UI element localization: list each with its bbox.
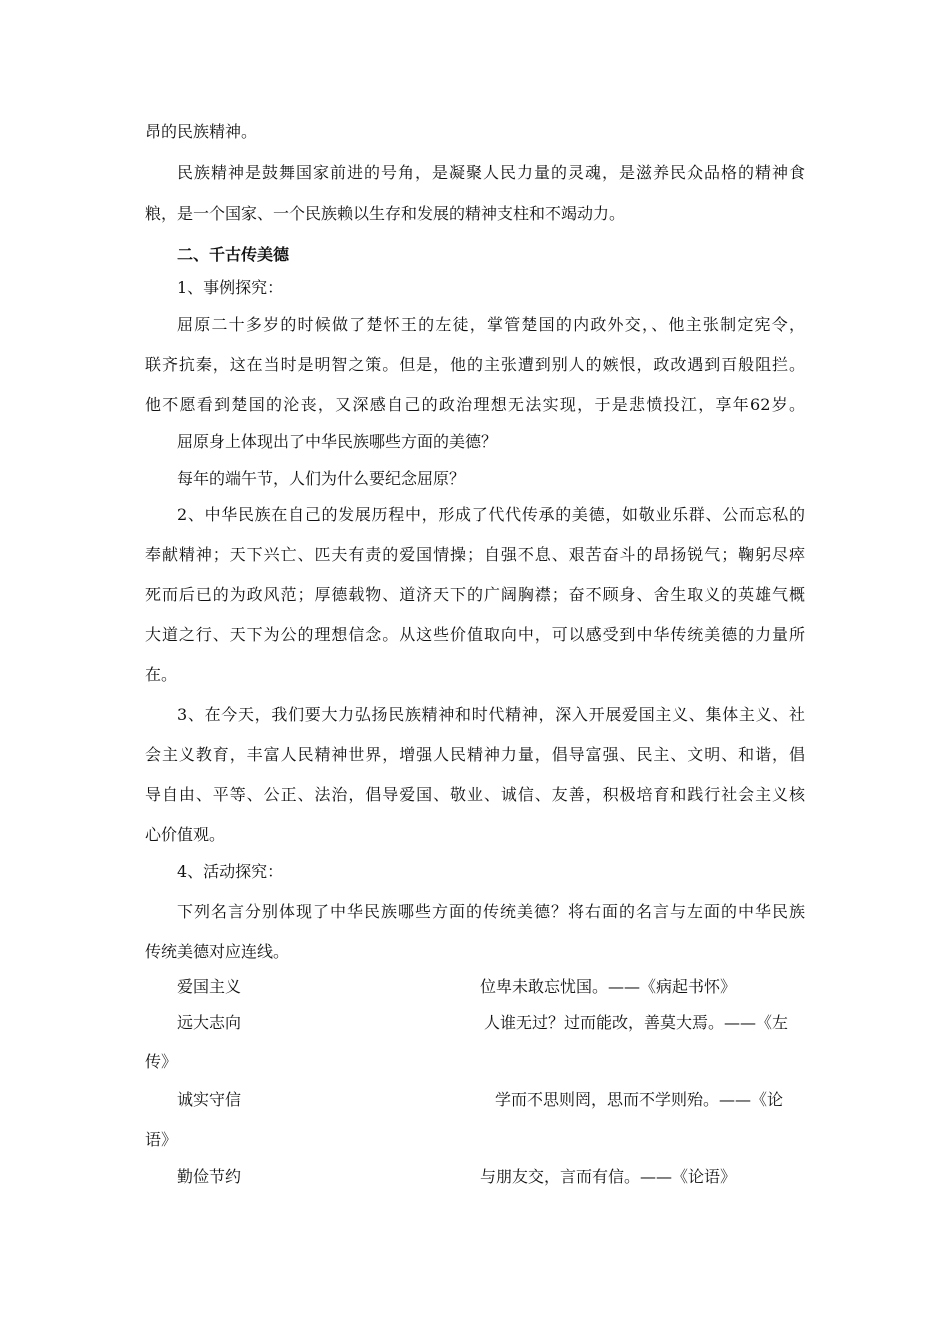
quyuan-paragraph-line: 联齐抗秦，这在当时是明智之策。但是，他的主张遭到别人的嫉恨，政改遇到百般阻拦。 bbox=[145, 355, 805, 374]
quote-wrap-text: 语》 bbox=[145, 1130, 178, 1149]
question-1: 屈原身上体现出了中华民族哪些方面的美德？ bbox=[177, 432, 498, 451]
item2-paragraph-line: 在。 bbox=[145, 665, 178, 684]
quote-text: 人谁无过？过而能改，善莫大焉。——《左 bbox=[484, 1013, 789, 1032]
quyuan-paragraph-line: 屈原二十多岁的时候做了楚怀王的左徒，掌管楚国的内政外交，、他主张制定宪令， bbox=[177, 315, 805, 334]
quote-text: 学而不思则罔，思而不学则殆。——《论 bbox=[495, 1090, 784, 1109]
question-2: 每年的端午节，人们为什么要纪念屈原？ bbox=[177, 469, 466, 488]
item2-paragraph-line: 奉献精神；天下兴亡、匹夫有责的爱国情操；自强不息、艰苦奋斗的昂扬锐气；鞠躬尽瘁 bbox=[145, 545, 805, 564]
section2-heading: 二、千古传美德 bbox=[177, 245, 290, 264]
item1-label: 1、事例探究： bbox=[177, 278, 284, 297]
item3-paragraph-line: 导自由、平等、公正、法治，倡导爱国、敬业、诚信、友善，积极培育和践行社会主义核 bbox=[145, 785, 805, 804]
virtue-label: 远大志向 bbox=[177, 1013, 242, 1032]
item3-paragraph-line: 心价值观。 bbox=[145, 825, 226, 844]
item3-paragraph-line: 3、在今天，我们要大力弘扬民族精神和时代精神，深入开展爱国主义、集体主义、社 bbox=[177, 705, 805, 724]
activity-paragraph-line: 下列名言分别体现了中华民族哪些方面的传统美德？将右面的名言与左面的中华民族 bbox=[177, 902, 805, 921]
activity-paragraph-line: 传统美德对应连线。 bbox=[145, 942, 290, 961]
item4-label: 4、活动探究： bbox=[177, 862, 284, 881]
virtue-label: 勤俭节约 bbox=[177, 1167, 242, 1186]
virtue-label: 爱国主义 bbox=[177, 977, 242, 996]
virtue-label: 诚实守信 bbox=[177, 1090, 242, 1109]
quyuan-paragraph-line: 他不愿看到楚国的沦丧，又深感自己的政治理想无法实现，于是悲愤投江，享年62岁。 bbox=[145, 395, 805, 414]
quote-text: 与朋友交，言而有信。——《论语》 bbox=[480, 1167, 737, 1186]
item2-paragraph-line: 死而后已的为政风范；厚德载物、道济天下的广阔胸襟；奋不顾身、舍生取义的英雄气概 bbox=[145, 585, 805, 604]
spirit-paragraph-line: 粮，是一个国家、一个民族赖以生存和发展的精神支柱和不竭动力。 bbox=[145, 204, 626, 223]
item2-paragraph-line: 大道之行、天下为公的理想信念。从这些价值取向中，可以感受到中华传统美德的力量所 bbox=[145, 625, 805, 644]
item2-paragraph-line: 2、中华民族在自己的发展历程中，形成了代代传承的美德，如敬业乐群、公而忘私的 bbox=[177, 505, 805, 524]
section1-tail-text: 昂的民族精神。 bbox=[145, 122, 258, 141]
quote-wrap-text: 传》 bbox=[145, 1052, 178, 1071]
spirit-paragraph-line: 民族精神是鼓舞国家前进的号角，是凝聚人民力量的灵魂，是滋养民众品格的精神食 bbox=[177, 163, 805, 182]
item3-paragraph-line: 会主义教育，丰富人民精神世界，增强人民精神力量，倡导富强、民主、文明、和谐，倡 bbox=[145, 745, 805, 764]
quote-text: 位卑未敢忘忧国。——《病起书怀》 bbox=[480, 977, 737, 996]
